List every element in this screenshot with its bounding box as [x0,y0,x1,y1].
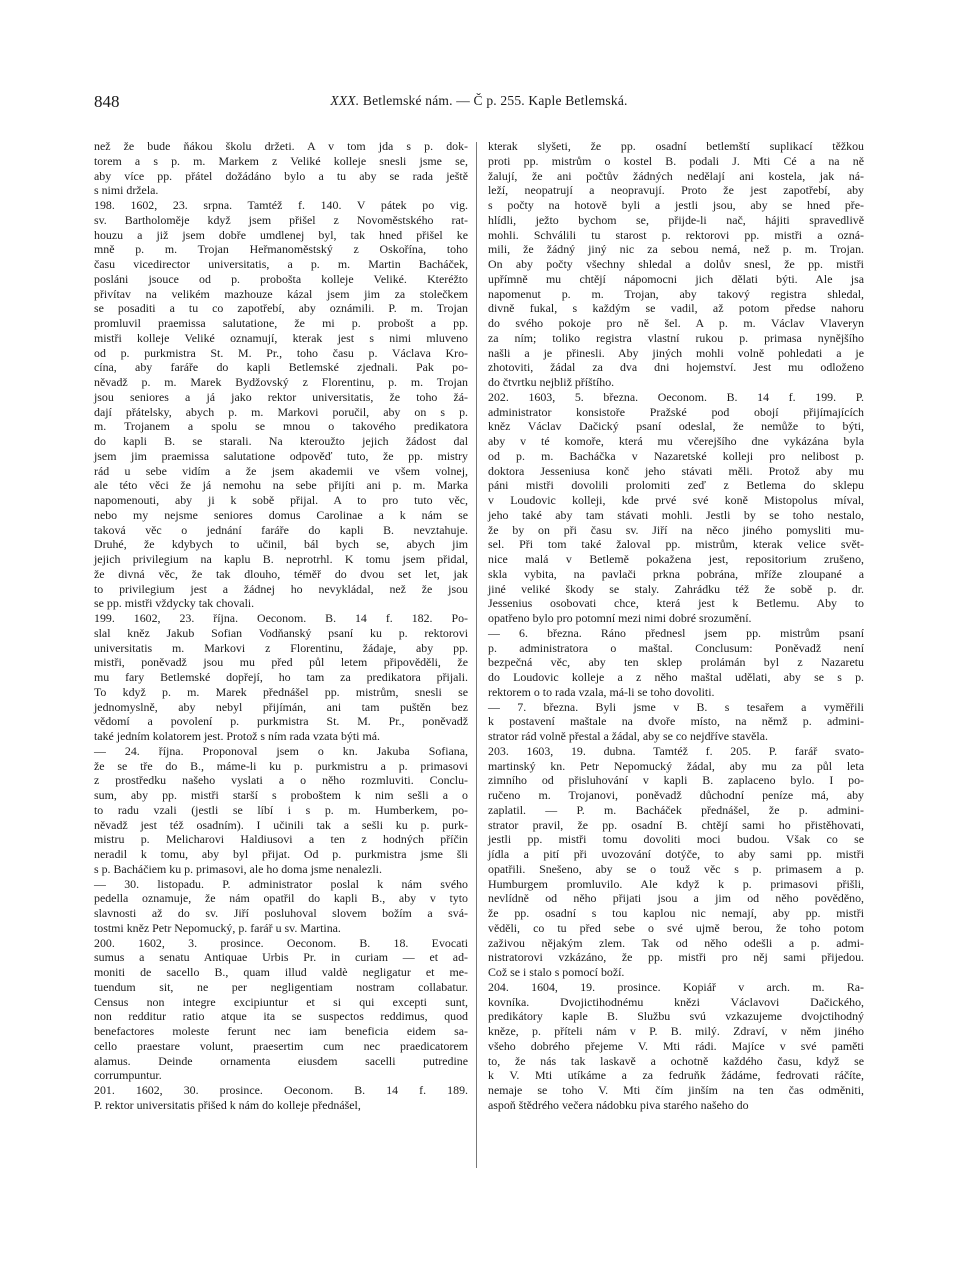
text-line: mu fary Betlemské dopřejí, ho tam za predikatora přijali. [94,670,468,684]
text-line: od p. purkmistra St. M. Pr., toho času p. Václava Kro- [94,345,468,360]
text-line: tostmi kněz Petr Nepomucký, p. farář u sv. Martina. [94,920,341,935]
text-line: Druhé, že kdybych to učinil, bál bych se, abych jim [94,537,468,552]
text-line: skla vybita, na pavlači prkna pobrána, mříže zloupané a [488,566,864,581]
text-line: k postavení maštale na dvoře místo, na němž p. admini- [488,714,864,729]
text-line: do čtvrtku nejbliž příštího. [488,375,615,389]
text-line: věděli, co tu před sebe o své ujmě berou, že toho potom [488,920,864,935]
text-line: rád u sebe vidím a že jsem akademii ve všem volnej, [94,463,468,478]
text-line: kovníka. Dvojictihodnému knězi Václavovi Dačického, [488,994,864,1009]
text-line: moniti de sacello B., quam illud valdè negligatur et me- [94,965,468,979]
text-line: jestli pp. mistři tomu dovoliti moci budou. Však co se [488,832,864,847]
text-line: benefactores moleste ferunt nec iam beneficia eidem sa- [94,1024,468,1038]
text-line: to privilegium jest a žádnej ho nevykládal, než že jsou [94,581,468,596]
text-line: — 30. listopadu. P. administrator poslal k nám svého [94,876,468,891]
text-line: s počty na hotově byli a jestli jsou, aby se hned pře- [488,198,864,212]
text-line: taková věc o jednání faráře do kapli B. nevztahuje. [94,522,468,537]
text-line: neradil k tomu, aby byl přijat. Od p. purkmistra jsme šli [94,847,468,861]
text-line: se posaditi a tu co zapotřebí, aby oznámili. P. m. Trojan [94,301,468,316]
text-line: mistru p. Melicharovi Haldiusovi a ten z hodných příčin [94,832,468,847]
text-line: p. administratora o maštal. Conclusum: Poněvadž není [488,640,864,655]
text-line: přivítav na velikém mazhouze kázal jsem jim za stolečkem [94,286,468,301]
text-line: Humburgem promluvilo. Ale když k p. primasovi přišli, [488,876,864,891]
text-line: slavnosti až do sv. Jiří posluhoval slovem božím a svá- [94,906,468,920]
left-text-column [94,139,468,1113]
text-line: corrumpuntur. [94,1068,162,1083]
text-line: divně fukal, s každým se vadil, až potom předse nahoru [488,301,864,316]
text-line: 203. 1603, 19. dubna. Tamtéž f. 205. P. farář svato- [488,743,864,758]
text-line: také jedním kolatorem jest. Protož s ním rada vzata býti má. [94,729,380,743]
page-header [94,92,864,116]
text-line: — 7. března. Byli jsme v B. s tesařem a vyměřili [488,699,864,714]
text-line: rektorem o to rada vzala, má-li se toho dovoliti. [488,684,715,699]
text-line: sel. Při tom také žaloval pp. mistrům, kterak velice svět- [488,537,864,552]
text-line: do svého pokoje pro ně šel. A p. m. Václav Vlaveryn [488,316,864,330]
text-line: administrator konsistoře Pražské pod obojí přijímajících [488,404,864,419]
right-text-column [488,139,864,1113]
text-line: za ním; toliko registra vlastní rukou p. primasa nynějšího [488,330,864,345]
text-line: bezpečná věc, aby ten sklep prolámán byl z Nazaretu [488,655,864,670]
page-number: 848 [94,92,120,111]
text-line: nice malá v Betlemě pokažena jest, repositorium zrušeno, [488,552,864,566]
text-line: ručeno m. Trojanovi, poněvadž důchodní peníze má, aby [488,788,864,802]
text-line: 199. 1602, 23. října. Oeconom. B. 14 f. 182. Po- [94,611,468,625]
text-line: kněze, p. příteli nám v P. B. milý. Zdraví, v něm jiného [488,1024,864,1038]
text-line: 198. 1602, 23. srpna. Tamtéž f. 140. V pátek po vig. [94,198,468,212]
text-line: posláni jsouce od p. probošta kolleje Veliké. Kteréžto [94,271,468,286]
text-line: našli a je přinesli. Aby jiných mohli volně pohledati a je [488,345,864,360]
text-line: 204. 1604, 19. prosince. Kopiář v arch. m. Ra- [488,979,864,994]
text-line: slal kněz Jakub Sofian Vodňanský psaní ku p. rektorovi [94,625,468,640]
text-line: leží, neopatrují a neopravují. Proto že jest zapotřebí, aby [488,183,864,198]
text-line: jsem jim praemissa salutatione odpověď tuto, že pp. mistry [94,448,468,463]
text-line: mně p. m. Trojan Heřmanoměstský z Oskořína, toho [94,242,468,257]
text-line: Což se i stalo s pomocí boží. [488,965,625,979]
text-line: martinský kn. Petr Nepomucký žádal, aby mu za půl leta [488,758,864,773]
text-line: to, že nás tak laskavě a ochotně každého času, když se [488,1053,864,1068]
text-line: — 24. října. Proponoval jsem o kn. Jakuba Sofiana, [94,743,468,758]
text-line: času vicedirector universitatis, a p. m. Martin Bacháček, [94,257,468,271]
text-line: zimního od přisluhování v kapli B. zaplaceno bylo. I po- [488,773,864,788]
text-line: mili, že žádný jiný nic za sebou nemá, než p. m. Trojan. [488,242,864,257]
text-line: kněz Václav Dačický psaní odeslal, že nemůže to býti, [488,419,864,434]
text-line: kterak slyšeti, že pp. osadní betlemští suplikací těžkou [488,139,864,153]
text-line: sumus a senatu Antiquae Urbis Pr. in curiam — et ad- [94,950,468,965]
text-line: něvadž jest též osadním). I učinili tak a sešli ku p. purk- [94,817,468,832]
text-line: napomenut p. m. Trojan, aby takový registra shledal, [488,286,864,301]
text-line: mohli. Schválili tu starost p. rektorovi pp. mistři a ozná- [488,227,864,242]
text-line: jednomyslně, aby nebyl přijímán, ani tam puštěn bez [94,699,468,714]
text-line: s p. Bacháčiem ku p. primasovi, ale ho doma jsme nenalezli. [94,861,382,876]
text-line: jeho také aby tam stávati mohli. Jestli by se toho nestalo, [488,507,864,522]
text-line: mistři, poněvadž jsou mu před půl letem připověděli, že [94,655,468,670]
text-line: aby více pp. přátel dožádáno bylo a tu aby se rada ještě [94,168,468,183]
text-line: tuendum sit, ne per negligentiam nostram collabatur. [94,979,468,994]
text-line: aspoň štědrého večera nádobku piva starého našeho do [488,1097,749,1112]
text-line: z prostředku našeho vyslati a o něho rozmluviti. Conclu- [94,773,468,788]
text-line: jejich privilegium na kaplu B. neprotrhl. K tomu jsem přidal, [94,552,468,566]
text-line: něvadž p. m. Marek Bydžovský z Florentinu, p. m. Trojan [94,375,468,389]
text-line: 202. 1603, 5. března. Oeconom. B. 14 f. 199. P. [488,389,864,404]
text-line: než že bude ňákou školu držeti. A v tom jda s p. dok- [94,139,468,153]
text-line: to radu vzali (jestli se líbí i s p. m. Humberkem, po- [94,802,468,817]
text-line: že divná věc, že tak dlouho, téměř do dvou set let, jak [94,566,468,581]
text-line: alamus. Deinde ornamenta eiusdem sacelli putredine [94,1053,468,1068]
text-line: žalují, že ani počtův žádných nedělají ani kostela, jak ná- [488,168,864,183]
text-line: cello praestare volunt, praesertim cum nec praedicatorem [94,1038,468,1053]
text-line: mistři kolleje Veliké oznamují, kterak jest s nimi mluveno [94,330,468,345]
text-line: houzu a již jsem dobře umdlenej byl, tak hned přišel ke [94,227,468,242]
text-line: od p. m. Bacháčka v Nazaretské kolleji pro nelibost p. [488,448,864,463]
text-line: upřímně mu chtějí nápomocni jich dělati býti. Ale jsa [488,271,864,286]
text-line: že se tře do B., máme-li ku p. purkmistru a p. primasovi [94,758,468,773]
running-head-title: Betlemské nám. — Č p. 255. Kaple Betlemská. [362,93,628,108]
text-line: predikátory kaple B. Službu svú vzkazujeme dvojctihodný [488,1009,864,1024]
text-line: do kapli B. se starali. Na kteroužto jejich žádost dal [94,434,468,448]
text-line: zaplatil. — P. m. Bacháček přednášel, že p. admini- [488,802,864,817]
text-line: P. rektor universitatis přišed k nám do kolleje přednášel, [94,1097,361,1112]
text-line: universitatis m. Markovi z Florentinu, žádaje, aby pp. [94,640,468,655]
text-line: všeho dobrého přejeme V. Mti rádi. Majíce v své paměti [488,1038,864,1053]
text-line: v Loudovic kolleji, kde prvé své koně Mistopolus míval, [488,493,864,507]
running-head [94,93,864,109]
text-line: zhotoviti, žádal za dva dni hojemství. Jest mu odloženo [488,360,864,375]
text-line: nevlídně od něho přijati jsou a jim od něho pověděno, [488,891,864,906]
text-line: aby v té komoře, která mu včerejšího dne vykázána byla [488,434,864,448]
text-line: jídla a pití při uvozování dotýče, to aby sami pp. mistři [488,847,864,861]
text-line: sum, aby pp. mistři starší s proboštem k nim sešli a o [94,788,468,802]
text-line: pedella oznamuje, že nám opatřil do kapli B., aby v tyto [94,891,468,906]
text-line: doktora Jesseniusa konč jeho stávati měli. Protož aby mu [488,463,864,478]
text-line: že by on při času sv. Jiří na něco jiného pomysliti mu- [488,522,864,537]
text-line: nemaje se toho V. Mti čím jinším na ten čas odměniti, [488,1083,864,1097]
text-line: k V. Mti utíkáme a za fedruňk žádáme, fedrovati ráčíte, [488,1068,864,1083]
text-line: jiné veliké škody se staly. Zahrádku též že sobě p. dr. [488,581,864,596]
text-line: vědomí a povolení p. purkmistra St. M. Pr., poněvadž [94,714,468,729]
text-line: m. Trojanem a spolu se mnou o takového predikatora [94,419,468,434]
column-divider [476,142,477,1168]
text-line: opatřeno bylo pro potomní mezi nimi dobré srozumění. [488,611,752,625]
text-line: Jessenius osobovati chce, která jest k Betlemu. Aby to [488,596,864,611]
text-line: non redditur ratio atque ita se suspectos reddimus, quod [94,1009,468,1024]
text-line: — 6. března. Ráno přednesl jsem pp. mistrům psaní [488,625,864,640]
text-line: se pp. mistři vždycky tak chovali. [94,596,255,611]
text-line: s nimi držela. [94,183,159,198]
text-line: do Loudovic kolleje a z něho maštal udělati, aby se s p. [488,670,864,684]
text-line: Census non integre excipiuntur et si qui excepti sunt, [94,994,468,1009]
text-line: zaživou nějakým zlem. Tak od něho odešli a p. admi- [488,935,864,950]
text-line: ale této věci že já nemohu na sebe přijíti ani p. m. Marka [94,478,468,493]
text-line: proti pp. mistrům o kostel B. podali J. Mti Cé a na ně [488,153,864,168]
running-head-journal: XXX. [330,93,360,108]
text-line: torem a s p. m. Markem z Veliké kolleje snesli jsme se, [94,153,468,168]
text-line: nebo my nejsme seniores domus Carolinae a k nám se [94,507,468,522]
text-line: promluvil praemissa salutatione, že mi p. probošt a pp. [94,316,468,330]
text-line: páni mistři dovolili prolomiti zeď z Betlema do sklepu [488,478,864,493]
text-line: strator pravil, že pp. osadní B. chtějí sami ho přistěhovati, [488,817,864,832]
text-line: To když p. m. Marek přednášel pp. mistrům, snesli se [94,684,468,699]
text-line: cína, aby faráře do kapli Betlemské zjednali. Pak po- [94,360,468,375]
text-line: hlídli, ježto bychom se, přijde-li nač, hájiti spravedlivě [488,212,864,227]
text-line: 200. 1602, 3. prosince. Oeconom. B. 18. Evocati [94,935,468,950]
text-line: opatřili. Snešeno, aby se o touž věc s p. primasem a p. [488,861,864,876]
text-line: 201. 1602, 30. prosince. Oeconom. B. 14 f. 189. [94,1083,468,1097]
text-line: nistratorovi vzkázáno, že pp. mistři pro něj sami přijedou. [488,950,864,965]
text-line: On aby počty všechny shledal a dolův snesl, že pp. mistři [488,257,864,271]
text-line: napomenouti, aby ji k sobě přijal. A to pro tuto věc, [94,493,468,507]
text-line: že pp. osadní s tou kaplou nic nemají, aby pp. mistři [488,906,864,920]
text-line: sv. Bartholoměje když jsem přišel z Novoměstského rat- [94,212,468,227]
text-line: dají přátelsky, abych p. m. Markovi poručil, aby on s p. [94,404,468,419]
text-line: strator rád volně přestal a žádal, aby se co nejdříve stavěla. [488,729,768,743]
text-line: jsou seniores a já jako rektor universitatis, že toho žá- [94,389,468,404]
